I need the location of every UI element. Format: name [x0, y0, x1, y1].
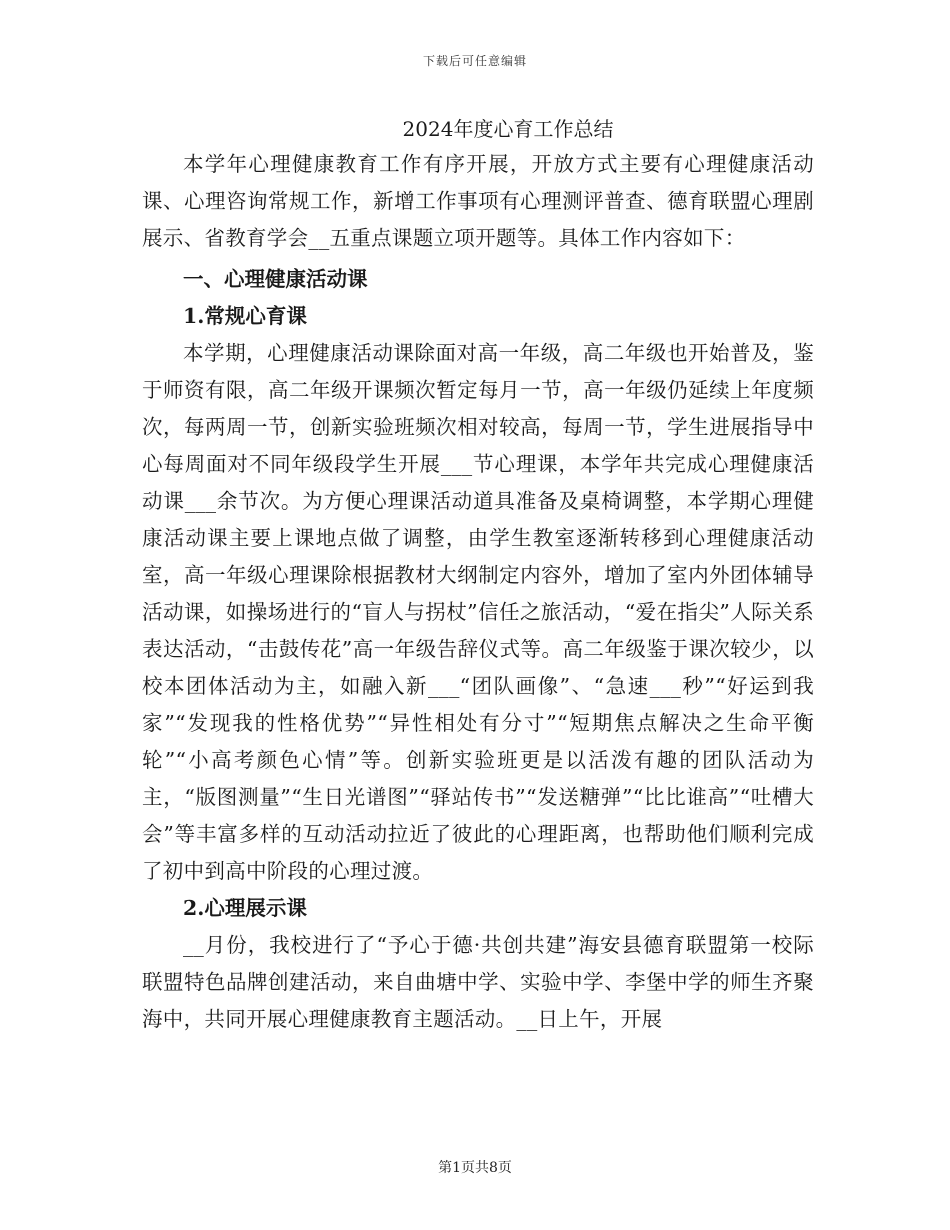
regular-class-paragraph: 本学期，心理健康活动课除面对高一年级，高二年级也开始普及，鉴于师资有限，高二年级开课频次暂定每月一节，高一年级仍延续上年度频次，每两周一节，创新实验班频次相对较高，每周一节，学生进展指导中心每周面对不同年级段学生开展___节心理课，本学年共完成心理健康活动课___余节次。为方便心理课活动道具准备及桌椅调整，本学期心理健康活动课主要上课地点做了调整，由学生教室逐渐转移到心理健康活动室，高一年级心理课除根据教材大纲制定内容外，增加了室内外团体辅导活动课，如操场进行的“盲人与拐杖”信任之旅活动，“爱在指尖”人际关系表达活动，“击鼓传花”高一年级告辞仪式等。高二年级鉴于课次较少，以校本团体活动为主，如融入新___“团队画像”、“急速___秒”“好运到我家”“发现我的性格优势”“异性相处有分寸”“短期焦点解决之生命平衡轮”“小高考颜色心情”等。创新实验班更是以活泼有趣的团队活动为主，“版图测量”“生日光谱图”“驿站传书”“发送糖弹”“比比谁高”“吐槽大会”等丰富多样的互动活动拉近了彼此的心理距离，也帮助他们顺利完成了初中到高中阶段的心理过渡。 — [142, 341, 814, 883]
page-number: 第1页共8页 — [438, 1160, 512, 1176]
intro-paragraph: 本学年心理健康教育工作有序开展，开放方式主要有心理健康活动课、心理咨询常规工作，新增工作事项有心理测评普查、德育联盟心理剧展示、省教育学会__五重点课题立项开题等。具体工作内容如下： — [142, 152, 814, 250]
showcase-class-paragraph: __月份，我校进行了“予心于德·共创共建”海安县德育联盟第一校际联盟特色品牌创建活动，来自曲塘中学、实验中学、李堡中学的师生齐聚海中，共同开展心理健康教育主题活动。__日上午，开展 — [142, 933, 814, 1031]
document-title: 2024年度心育工作总结 — [402, 117, 614, 141]
subsection-heading-regular-class: 1.常规心育课 — [183, 304, 307, 328]
page-header-note: 下载后可任意编辑 — [422, 54, 527, 68]
subsection-heading-showcase-class: 2.心理展示课 — [183, 896, 307, 920]
document-body — [142, 112, 814, 1038]
section-heading-activity-class: 一、心理健康活动课 — [183, 267, 368, 291]
